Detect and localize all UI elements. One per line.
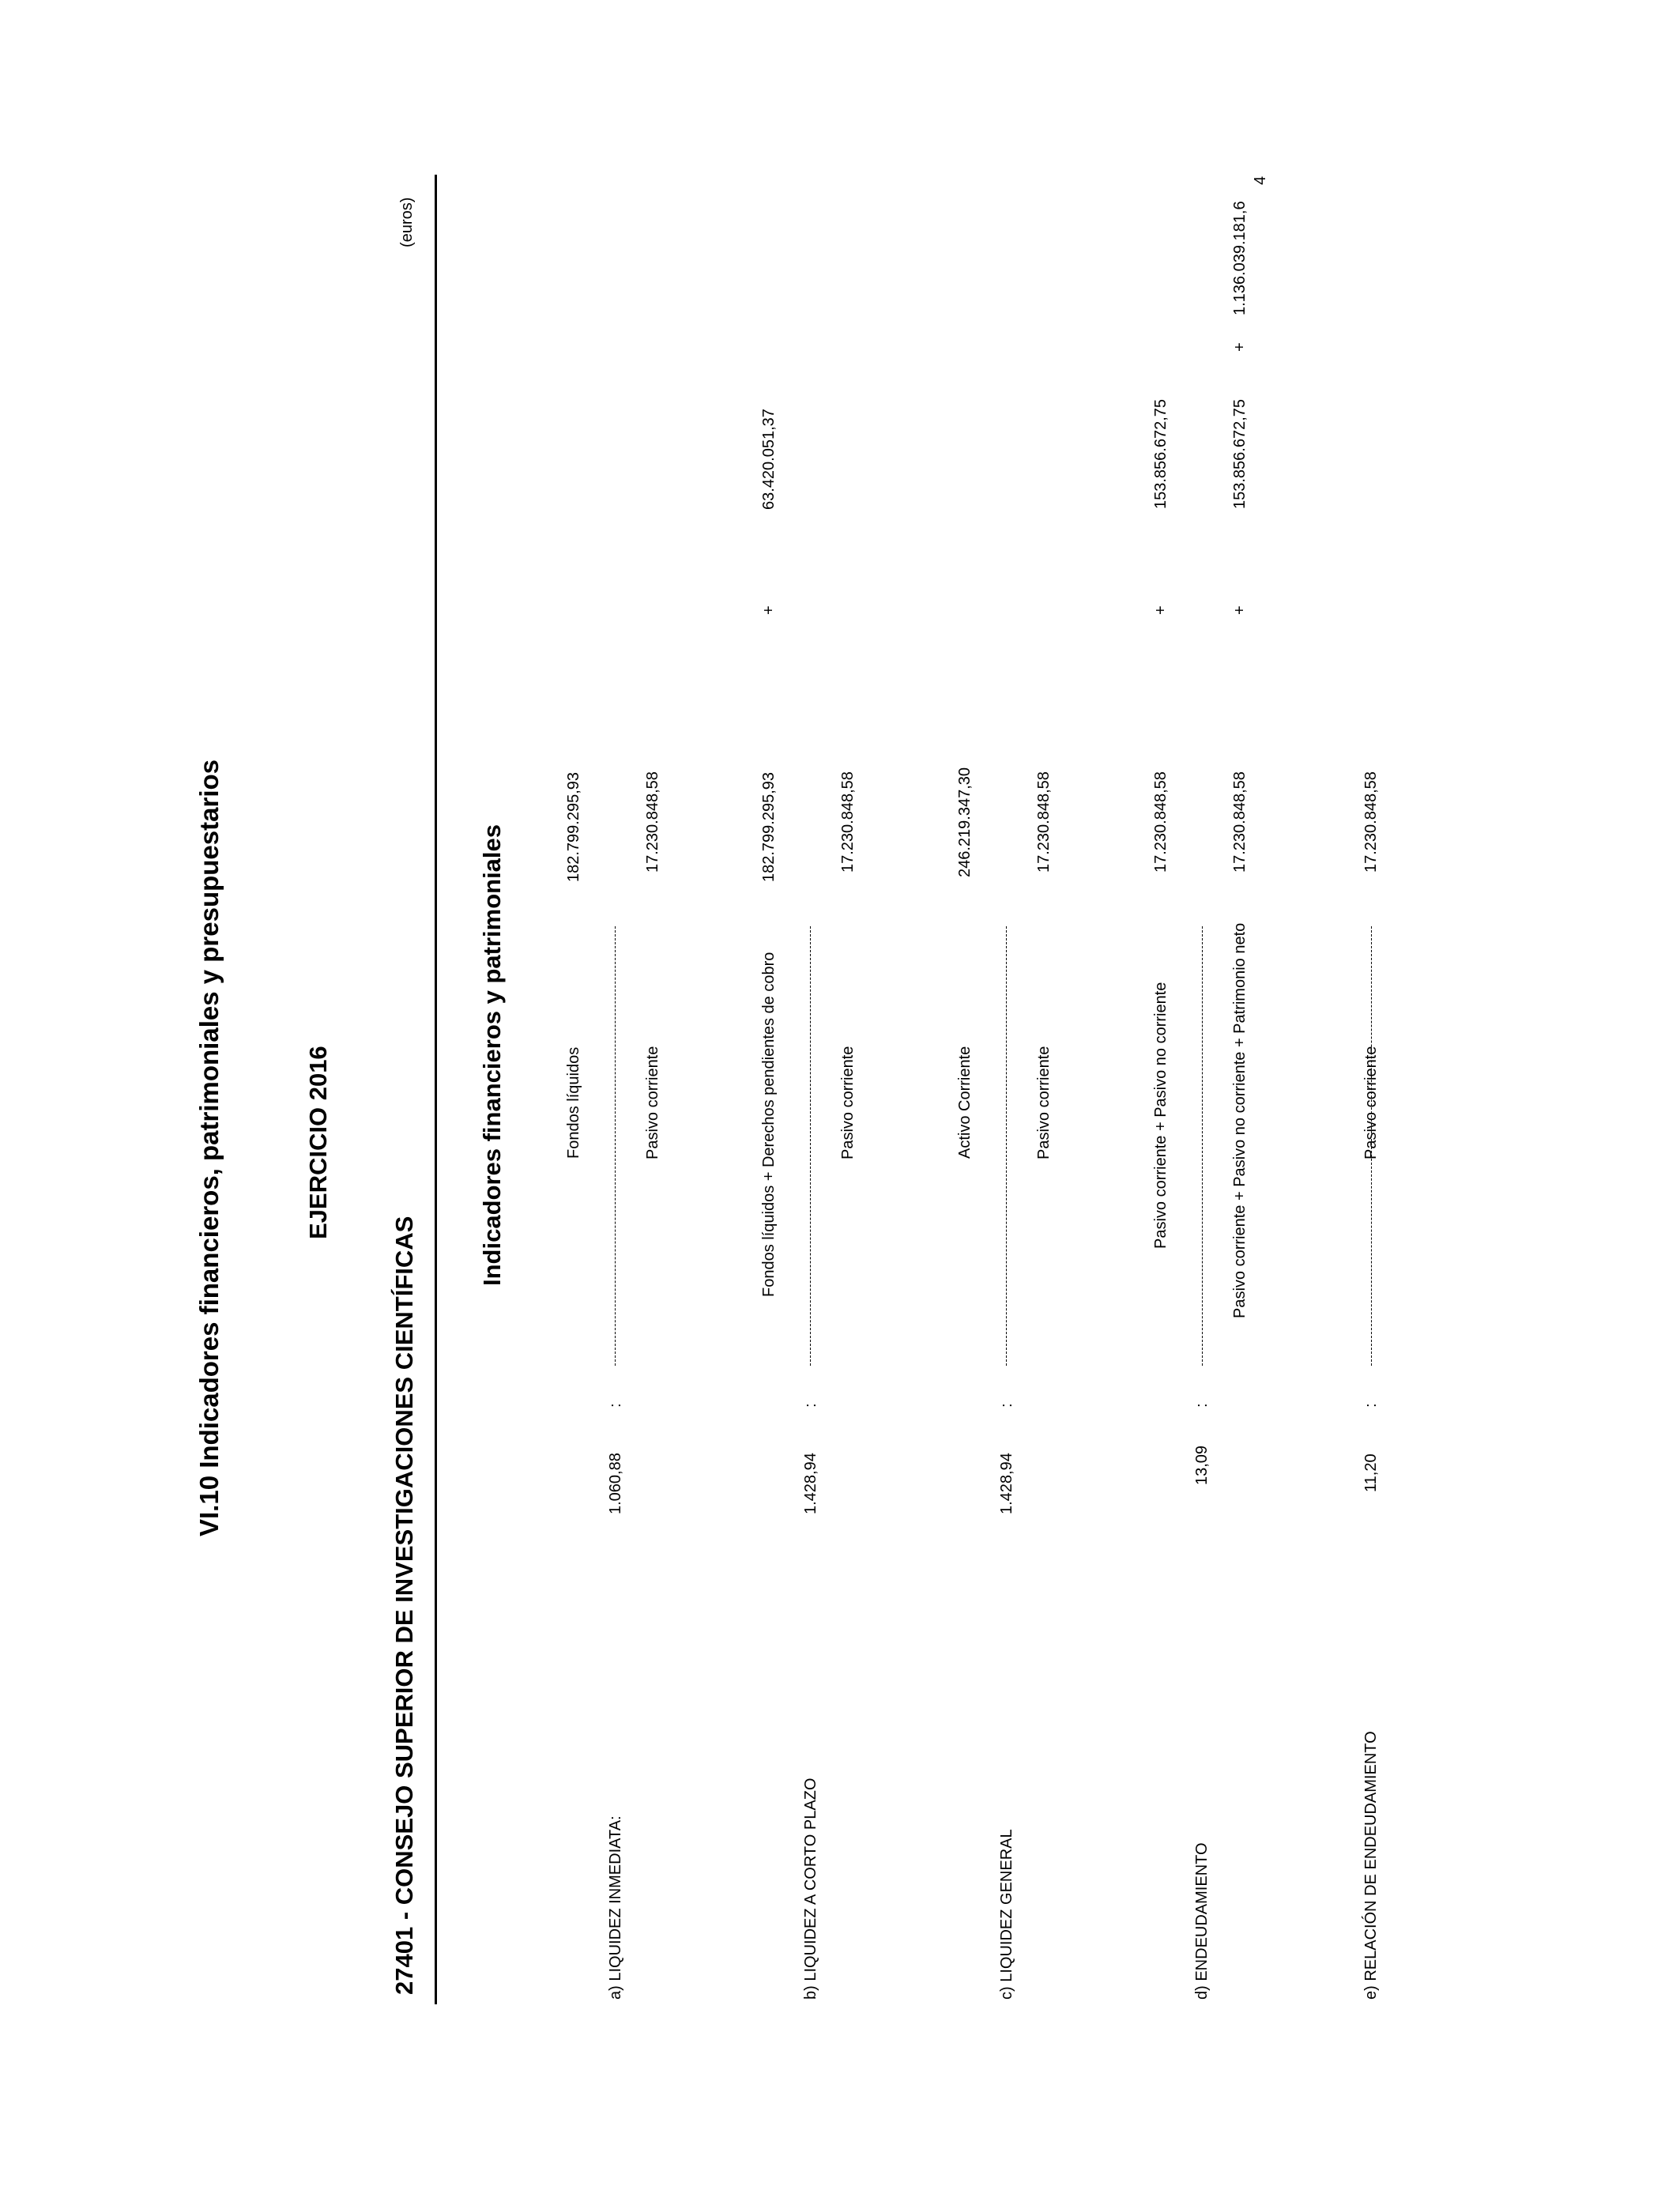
unit-label: (euros) [398,197,416,247]
denominator-operator: + [1231,605,1249,615]
numerator-label: Fondos líquidos [565,1046,582,1159]
numerator-operator: + [1152,605,1170,615]
indicator-value: 13,09 [1193,1445,1211,1485]
numerator-label: Fondos líquidos + Derechos pendientes de cobro [760,952,778,1297]
indicator-value: 11,20 [1362,1453,1380,1492]
indicator-label: a) LIQUIDEZ INMEDIATA: [607,1815,624,2000]
numerator-value: 246.219.347,30 [956,767,974,877]
denominator-operator: + [1231,342,1249,352]
indicator-value: 1.060,88 [607,1453,624,1514]
indicator-separator: : [1362,1403,1380,1408]
header-rule [435,175,437,2004]
denominator-value: 17.230.848,58 [644,771,661,873]
indicator-separator: : [998,1403,1015,1408]
denominator-label: Pasivo corriente [839,1046,857,1159]
indicator-label: b) LIQUIDEZ A CORTO PLAZO [802,1777,819,2000]
numerator-operator: + [760,605,778,615]
numerator-value: 63.420.051,37 [760,409,778,510]
page-title: VI.10 Indicadores financieros, patrimoniales y presupuestarios [194,759,224,1536]
denominator-value: 153.856.672,75 [1231,398,1249,509]
numerator-value: 153.856.672,75 [1152,398,1170,509]
indicator-value: 1.428,94 [998,1453,1015,1514]
numerator-label: Pasivo corriente [1362,1046,1380,1159]
fraction-rule [615,926,616,1366]
numerator-label: Pasivo corriente + Pasivo no corriente [1152,982,1170,1249]
ejercicio-heading: EJERCICIO 2016 [304,1046,332,1239]
indicator-value: 1.428,94 [802,1453,819,1514]
denominator-label: Pasivo corriente [1035,1046,1053,1159]
section-subtitle: Indicadores financieros y patrimoniales [478,824,506,1286]
numerator-value: 182.799.295,93 [760,771,778,882]
fraction-rule [1006,926,1007,1366]
denominator-value: 17.230.848,58 [1231,771,1249,873]
fraction-rule [1202,926,1203,1366]
indicator-label: d) ENDEUDAMIENTO [1193,1842,1211,2000]
numerator-value: 182.799.295,93 [565,771,582,882]
numerator-label: Activo Corriente [956,1046,974,1159]
denominator-value: 1.136.039.181,6 [1231,201,1249,315]
numerator-value: 17.230.848,58 [1152,771,1170,873]
indicator-separator: : [802,1403,819,1408]
numerator-value: 17.230.848,58 [1362,771,1380,873]
denominator-label: Pasivo corriente [644,1046,661,1159]
indicator-label: e) RELACIÓN DE ENDEUDAMIENTO [1362,1731,1380,2000]
indicator-separator: : [1193,1403,1211,1408]
denominator-value: 17.230.848,58 [839,771,857,873]
fraction-rule [1371,926,1372,1366]
indicator-separator: : [607,1403,624,1408]
indicator-label: c) LIQUIDEZ GENERAL [998,1829,1015,2000]
denominator-label: Pasivo corriente + Pasivo no corriente + Patrimonio neto [1231,922,1249,1318]
fraction-rule [810,926,811,1366]
denominator-value: 17.230.848,58 [1035,771,1053,873]
denominator-value-wrap: 4 [1252,175,1269,185]
entity-heading: 27401 - CONSEJO SUPERIOR DE INVESTIGACIONES CIENTÍFICAS [390,1216,418,1995]
